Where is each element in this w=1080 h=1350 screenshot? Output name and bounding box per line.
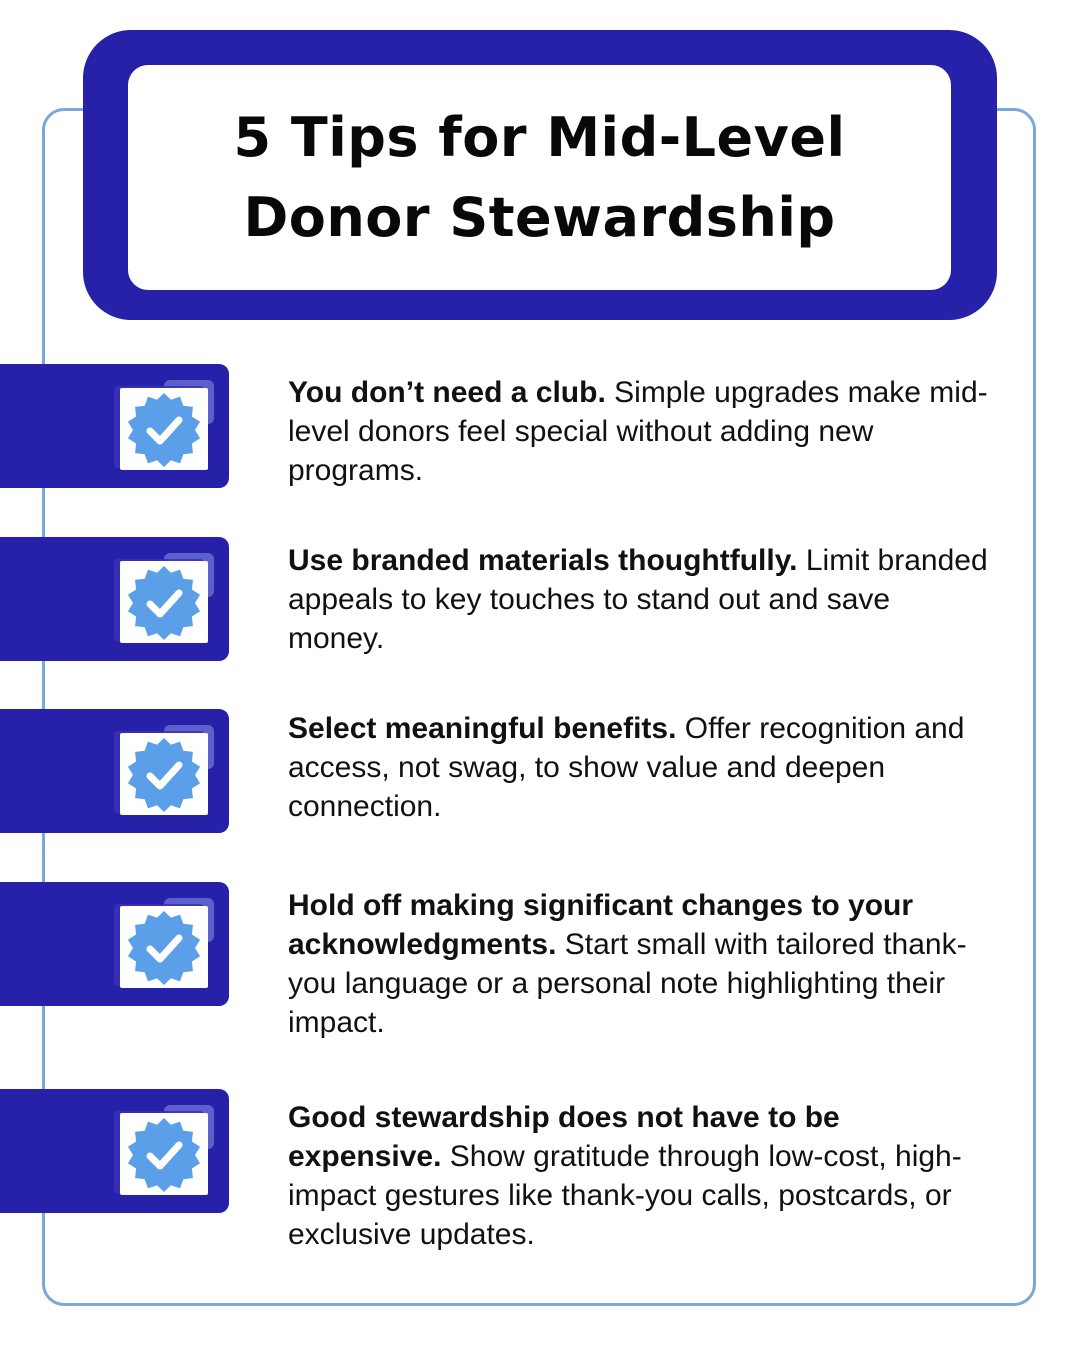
verified-badge-icon	[108, 551, 216, 649]
title-line-2: Donor Stewardship	[243, 185, 836, 249]
tip-5-text	[288, 1098, 988, 1254]
tip-3-body: Offer recognition and access, not swag, to show value and deepen connection.	[288, 712, 965, 823]
tip-3-lead: Select meaningful benefits.	[288, 712, 677, 745]
tip-1-text	[288, 373, 988, 490]
tip-2-tab	[0, 537, 229, 661]
page-title	[233, 98, 845, 258]
title-card	[128, 65, 951, 290]
verified-badge-icon	[108, 723, 216, 821]
verified-badge-icon	[108, 1103, 216, 1201]
tip-4-body: Start small with tailored thank-you language or a personal note highlighting their impact.	[288, 928, 967, 1039]
tip-2-body: Limit branded appeals to key touches to stand out and save money.	[288, 544, 988, 655]
tip-1-lead: You don’t need a club.	[288, 376, 606, 409]
verified-badge-icon	[108, 896, 216, 994]
tip-3-text	[288, 709, 988, 826]
verified-badge-icon	[108, 378, 216, 476]
tip-4-tab	[0, 882, 229, 1006]
tip-4-text	[288, 886, 988, 1042]
tip-1-body: Simple upgrades make mid-level donors feel special without adding new programs.	[288, 376, 988, 487]
tip-2-text	[288, 541, 988, 658]
tip-1-tab	[0, 364, 229, 488]
tip-5-body: Show gratitude through low-cost, high-impact gestures like thank-you calls, postcards, or exclusive updates.	[288, 1140, 962, 1251]
tip-5-tab	[0, 1089, 229, 1213]
tip-5-lead: Good stewardship does not have to be expensive.	[288, 1101, 840, 1173]
tip-4-lead: Hold off making significant changes to your acknowledgments.	[288, 889, 914, 961]
tip-3-tab	[0, 709, 229, 833]
tip-2-lead: Use branded materials thoughtfully.	[288, 544, 798, 577]
title-line-1: 5 Tips for Mid-Level	[233, 105, 846, 169]
